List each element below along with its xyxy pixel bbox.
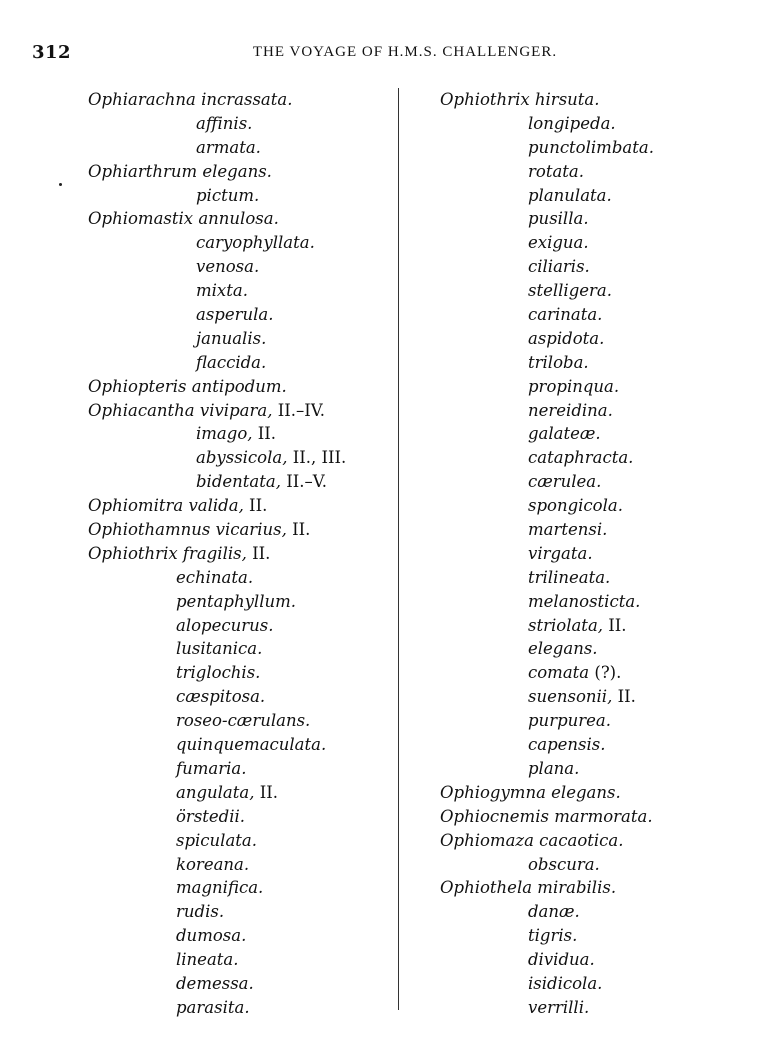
species-entry xyxy=(0,566,390,590)
species-entry xyxy=(0,757,390,781)
species-name: abyssicola, xyxy=(196,448,288,468)
right-species-column xyxy=(400,88,776,1020)
species-entry xyxy=(400,972,776,996)
species-name: spiculata. xyxy=(176,830,258,850)
species-name: purpurea. xyxy=(528,711,611,731)
species-name: trilineata. xyxy=(528,567,611,587)
species-entry xyxy=(0,446,390,470)
species-name: lusitanica. xyxy=(176,639,263,659)
plate-reference: II. xyxy=(612,687,636,707)
species-name: Ophiarachna incrassata. xyxy=(88,90,293,109)
species-name: virgata. xyxy=(528,543,593,563)
species-entry xyxy=(400,757,776,781)
species-name: örstedii. xyxy=(176,806,246,826)
species-entry xyxy=(400,829,776,853)
page-header xyxy=(0,42,776,72)
species-entry xyxy=(0,112,390,136)
species-entry xyxy=(400,422,776,446)
species-entry xyxy=(400,207,776,231)
species-name: aspidota. xyxy=(528,328,605,348)
species-name: demessa. xyxy=(176,973,254,993)
species-entry xyxy=(0,661,390,685)
species-name: affinis. xyxy=(196,113,253,133)
species-entry xyxy=(0,876,390,900)
species-entry xyxy=(400,255,776,279)
species-name: propinqua. xyxy=(528,376,620,396)
species-entry xyxy=(0,590,390,614)
species-name: pentaphyllum. xyxy=(176,591,297,611)
species-name: spongicola. xyxy=(528,496,623,516)
species-entry xyxy=(400,924,776,948)
species-name: angulata, xyxy=(176,782,255,802)
species-name: Ophiarthrum elegans. xyxy=(88,161,272,181)
species-entry xyxy=(0,853,390,877)
species-entry xyxy=(0,829,390,853)
species-entry xyxy=(0,709,390,733)
species-name: comata xyxy=(528,663,590,683)
species-entry xyxy=(0,972,390,996)
plate-reference: II. xyxy=(254,782,279,802)
species-name: cærulea. xyxy=(528,472,602,492)
species-entry xyxy=(0,231,390,255)
species-entry xyxy=(400,399,776,423)
species-name: fumaria. xyxy=(176,758,247,778)
species-name: Ophiothela mirabilis. xyxy=(440,878,617,898)
species-name: pictum. xyxy=(196,185,260,205)
species-name: rotata. xyxy=(528,161,585,181)
species-entry xyxy=(400,637,776,661)
species-name: flaccida. xyxy=(196,352,267,372)
species-name: stelligera. xyxy=(528,281,612,301)
species-name: bidentata, xyxy=(196,472,281,492)
species-entry xyxy=(400,996,776,1020)
species-entry xyxy=(0,88,390,112)
species-name: parasita. xyxy=(176,997,250,1017)
species-name: echinata. xyxy=(176,567,254,587)
species-entry xyxy=(400,781,776,805)
species-entry xyxy=(400,853,776,877)
species-name: Ophiomastix annulosa. xyxy=(88,209,279,229)
species-name: capensis. xyxy=(528,735,606,755)
species-name: Ophiothrix hirsuta. xyxy=(440,90,600,109)
species-name: pusilla. xyxy=(528,209,589,229)
species-name: rudis. xyxy=(176,902,225,922)
species-entry xyxy=(400,542,776,566)
species-name: cataphracta. xyxy=(528,448,634,468)
species-entry xyxy=(0,351,390,375)
plate-reference: (?). xyxy=(589,663,622,683)
species-name: imago, xyxy=(196,424,253,444)
species-entry xyxy=(0,255,390,279)
species-entry xyxy=(0,637,390,661)
species-entry xyxy=(400,88,776,112)
species-name: lineata. xyxy=(176,950,239,970)
species-name: elegans. xyxy=(528,639,598,659)
species-name: longipeda. xyxy=(528,113,616,133)
species-entry xyxy=(400,733,776,757)
species-name: caryophyllata. xyxy=(196,233,315,253)
species-name: Ophiothamnus vicarius, xyxy=(88,520,287,540)
species-entry xyxy=(400,948,776,972)
species-entry xyxy=(400,160,776,184)
species-name: striolata, xyxy=(528,615,604,635)
species-name: dumosa. xyxy=(176,926,247,946)
species-entry xyxy=(0,279,390,303)
species-name: carinata. xyxy=(528,305,603,325)
species-name: plana. xyxy=(528,758,580,778)
species-entry xyxy=(400,614,776,638)
species-entry xyxy=(0,924,390,948)
species-entry xyxy=(400,900,776,924)
species-entry xyxy=(400,136,776,160)
species-name: Ophiocnemis marmorata. xyxy=(440,806,653,826)
species-name: janualis. xyxy=(196,328,267,348)
species-entry xyxy=(0,184,390,208)
plate-reference: II. xyxy=(603,615,627,635)
species-name: armata. xyxy=(196,137,261,157)
species-name: Ophiogymna elegans. xyxy=(440,782,621,802)
plate-reference: II.–V. xyxy=(280,472,328,492)
species-name: suensonii, xyxy=(528,687,613,707)
species-name: tigris. xyxy=(528,926,578,946)
plate-reference: II.–IV. xyxy=(272,400,326,420)
species-name: quinquemaculata. xyxy=(176,735,327,755)
species-entry xyxy=(0,327,390,351)
species-name: mixta. xyxy=(196,281,248,301)
species-name: verrilli. xyxy=(528,997,590,1017)
species-entry xyxy=(400,685,776,709)
species-entry xyxy=(400,494,776,518)
species-entry xyxy=(400,351,776,375)
species-entry xyxy=(400,303,776,327)
species-entry xyxy=(0,733,390,757)
species-name: asperula. xyxy=(196,305,274,325)
species-name: cæspitosa. xyxy=(176,687,266,707)
species-entry xyxy=(0,948,390,972)
species-entry xyxy=(0,422,390,446)
page-number: 312 xyxy=(32,42,72,63)
running-title: THE VOYAGE OF H.M.S. CHALLENGER. xyxy=(252,44,558,60)
species-name: roseo-cærulans. xyxy=(176,711,311,731)
species-name: obscura. xyxy=(528,854,600,874)
species-name: triglochis. xyxy=(176,663,261,683)
species-entry xyxy=(400,661,776,685)
species-entry xyxy=(400,805,776,829)
plate-reference: II. xyxy=(286,520,311,540)
column-divider xyxy=(398,88,399,1010)
species-name: Ophiothrix fragilis, xyxy=(88,543,247,563)
species-entry xyxy=(400,231,776,255)
species-entry xyxy=(0,375,390,399)
species-name: exigua. xyxy=(528,233,589,253)
species-entry xyxy=(0,136,390,160)
species-entry xyxy=(400,279,776,303)
species-entry xyxy=(0,542,390,566)
species-entry xyxy=(0,494,390,518)
species-name: planulata. xyxy=(528,185,612,205)
species-entry xyxy=(400,566,776,590)
species-entry xyxy=(0,207,390,231)
species-entry xyxy=(0,518,390,542)
species-name: dividua. xyxy=(528,950,595,970)
plate-reference: II. xyxy=(252,424,277,444)
species-name: Ophiopteris antipodum. xyxy=(88,376,287,396)
plate-reference: II. xyxy=(243,496,268,516)
species-entry xyxy=(0,996,390,1020)
species-entry xyxy=(400,112,776,136)
left-species-column xyxy=(0,88,390,1020)
species-entry xyxy=(0,303,390,327)
species-entry xyxy=(0,805,390,829)
species-entry xyxy=(0,399,390,423)
species-name: danæ. xyxy=(528,902,580,922)
species-entry xyxy=(400,375,776,399)
plate-reference: II., III. xyxy=(287,448,347,468)
species-entry xyxy=(400,518,776,542)
species-name: alopecurus. xyxy=(176,615,274,635)
species-name: triloba. xyxy=(528,352,589,372)
species-entry xyxy=(400,470,776,494)
species-name: Ophiomaza cacaotica. xyxy=(440,830,624,850)
species-entry xyxy=(0,900,390,924)
species-name: venosa. xyxy=(196,257,260,277)
species-name: melanosticta. xyxy=(528,591,641,611)
species-entry xyxy=(0,685,390,709)
species-entry xyxy=(0,781,390,805)
species-entry xyxy=(400,590,776,614)
species-name: punctolimbata. xyxy=(528,137,654,157)
species-name: Ophiacantha vivipara, xyxy=(88,400,273,420)
species-entry xyxy=(400,446,776,470)
species-name: nereidina. xyxy=(528,400,613,420)
species-entry xyxy=(400,709,776,733)
species-name: martensi. xyxy=(528,520,608,540)
species-entry xyxy=(400,876,776,900)
species-entry xyxy=(0,470,390,494)
species-name: magnifica. xyxy=(176,878,264,898)
species-entry xyxy=(0,160,390,184)
species-name: isidicola. xyxy=(528,973,603,993)
species-entry xyxy=(0,614,390,638)
species-entry xyxy=(400,184,776,208)
species-name: galateæ. xyxy=(528,424,601,444)
plate-reference: II. xyxy=(246,543,271,563)
species-name: koreana. xyxy=(176,854,250,874)
species-entry xyxy=(400,327,776,351)
species-name: ciliaris. xyxy=(528,257,590,277)
species-name: Ophiomitra valida, xyxy=(88,496,244,516)
